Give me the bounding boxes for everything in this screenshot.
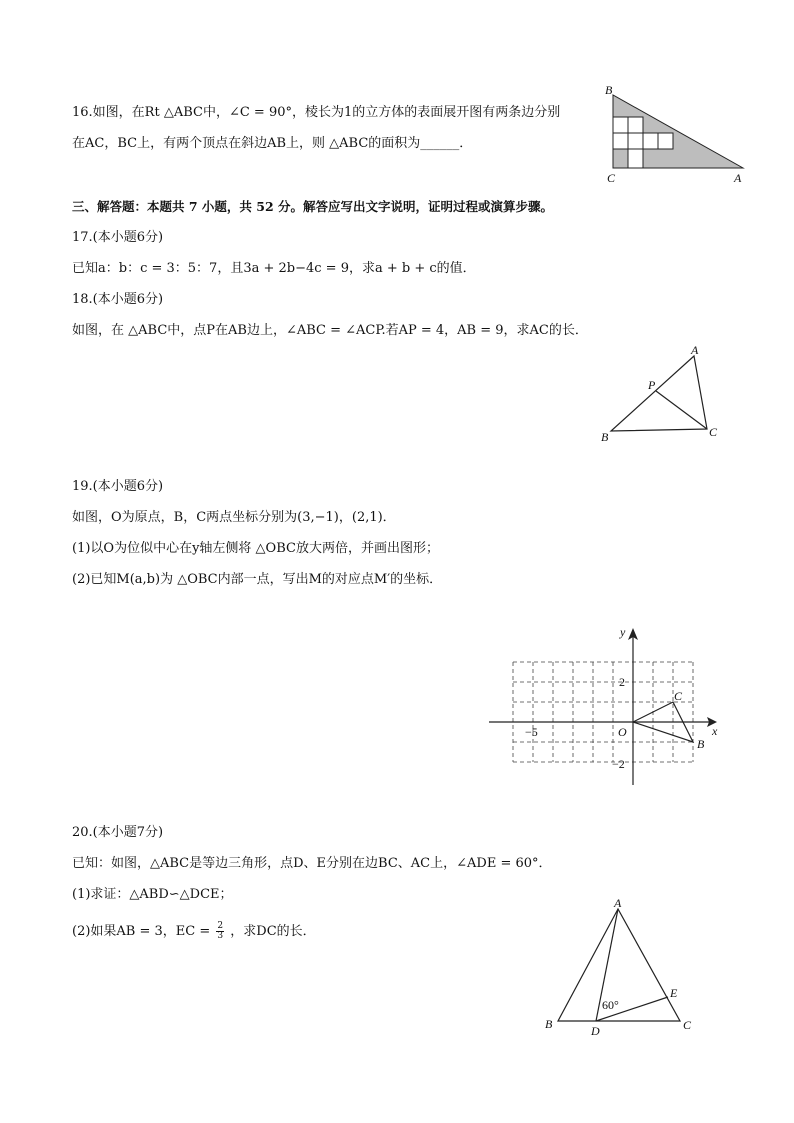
q19-label-O: O [618,725,627,739]
q20-fraction-den: 3 [217,931,224,941]
q20-line3-pre: (2)如果AB = 3，EC = [72,924,211,939]
q19-line3: (2)已知M(a,b)为 △OBC内部一点，写出M的对应点M′的坐标． [72,572,443,587]
q18-figure [595,340,725,445]
q19-tick-neg5: −5 [525,725,538,739]
q19-header: 19.(本小题6分) [72,479,164,494]
q18-label-B: B [601,430,609,444]
q20-label-B: B [545,1017,553,1031]
q19-label-x: x [712,724,718,738]
q19-label-y: y [620,625,626,639]
q20-header: 20.(本小题7分) [72,825,164,840]
q18-label-P: P [648,378,656,392]
q19-label-B: B [697,737,705,751]
q19-tick-neg2: −2 [612,757,625,771]
q18-label-C: C [709,425,718,439]
q16-line1: 16.如图，在Rt △ABC中，∠C = 90°，棱长为1的立方体的表面展开图有两条边分别 [72,105,561,120]
q20-figure [540,895,700,1040]
q20-fraction [216,922,224,941]
q17-body: 已知a：b：c = 3：5：7，且3a + 2b−4c = 9，求a + b + c的值． [72,261,476,276]
q20-label-A: A [614,896,622,910]
q19-tick-2: 2 [619,675,625,689]
q16-label-C: C [607,171,616,185]
q20-angle-label: 60° [602,998,619,1012]
q20-label-D: D [591,1024,600,1038]
q19-coordinate-grid [485,620,725,820]
q18-header: 18.(本小题6分) [72,292,164,307]
q20-line3 [72,922,316,941]
q16-line2: 在AC，BC上，有两个顶点在斜边AB上，则 △ABC的面积为______． [72,136,473,151]
q20-line3-post: ，求DC的长． [230,924,316,939]
q16-label-B: B [605,83,613,97]
q20-fraction-num: 2 [217,921,224,931]
q19-line1: 如图，O为原点，B，C两点坐标分别为(3,−1)，(2,1)． [72,510,396,525]
q16-label-A: A [734,171,742,185]
q20-line2: (1)求证：△ABD∽△DCE； [72,887,233,902]
q20-label-C: C [683,1018,692,1032]
q17-header: 17.(本小题6分) [72,230,164,245]
q18-body: 如图，在 △ABC中，点P在AB边上，∠ABC = ∠ACP.若AP = 4，AB = 9，求AC的长． [72,323,588,338]
q20-label-E: E [670,986,678,1000]
q16-figure [600,80,750,190]
q20-line1: 已知：如图，△ABC是等边三角形，点D、E分别在边BC、AC上，∠ADE = 60°． [72,856,552,871]
q19-label-C: C [674,689,683,703]
q19-line2: (1)以O为位似中心在y轴左侧将 △OBC放大两倍，并画出图形； [72,541,439,556]
q18-label-A: A [691,343,699,357]
section-3-heading: 三、解答题：本题共 7 小题，共 52 分。解答应写出文字说明，证明过程或演算步骤。 [72,199,554,214]
